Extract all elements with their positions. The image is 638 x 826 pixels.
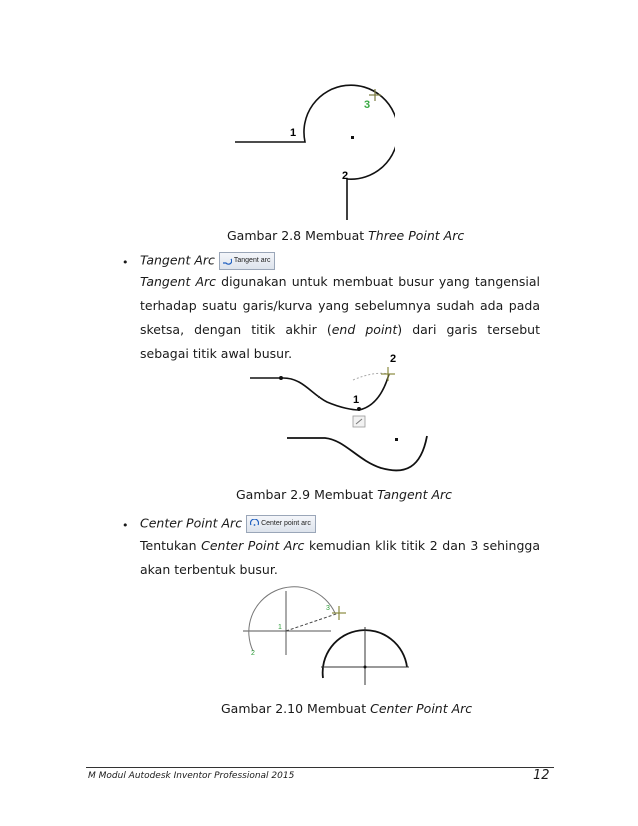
figure-tangent-arc	[245, 350, 435, 485]
paragraph-center-point-arc	[140, 534, 540, 582]
paragraph-italic-end-point: end point	[331, 322, 398, 337]
center-point-arc-button-label: Center point arc	[261, 520, 311, 527]
cursor-crosshair-icon	[332, 606, 346, 620]
page-number: 12	[533, 768, 550, 783]
center-point-arc-icon	[250, 519, 259, 528]
arc-center-dot	[351, 136, 354, 139]
section-title-center-point-arc	[140, 515, 316, 533]
three-point-arc-drawing	[235, 85, 395, 220]
tangent-arc-button[interactable]	[219, 252, 276, 270]
paragraph-italic-term: Center Point Arc	[201, 538, 305, 553]
cursor-crosshair-icon	[369, 89, 381, 101]
caption-prefix: Gambar 2.9 Membuat	[236, 487, 378, 502]
start-point-dot	[279, 376, 283, 380]
tangent-arc-upper-curve	[250, 374, 389, 410]
caption-italic: Tangent Arc	[377, 487, 453, 502]
paragraph-text-2: kemudian klik titik 2 dan 3 sehingga akan terbentuk busur.	[140, 538, 540, 577]
cursor-crosshair-icon	[381, 367, 395, 381]
caption-italic: Three Point Arc	[368, 228, 465, 243]
section-title-text: Center Point Arc	[140, 515, 243, 531]
end-point-dot	[357, 407, 361, 411]
label-point-3: 3	[326, 605, 330, 612]
label-point-1: 1	[278, 624, 282, 631]
radius-dashed-line	[286, 613, 339, 631]
label-point-2: 2	[342, 170, 349, 182]
figure-caption-2-8	[227, 228, 464, 243]
center-point-arc-button[interactable]	[246, 515, 316, 533]
paragraph-text-1: digunakan untuk membuat busur yang tangensial terhadap suatu garis/kurva yang sebelumnya sudah ada pada sketsa, dengan titik akhir (	[140, 274, 540, 337]
tangent-arc-result-curve	[287, 436, 427, 470]
small-dot-1	[318, 396, 320, 398]
tangent-arc-icon	[223, 256, 232, 265]
label-point-2: 2	[390, 353, 397, 365]
figure-caption-2-9	[236, 487, 452, 502]
figure-caption-2-10	[221, 701, 472, 716]
label-point-3: 3	[364, 99, 371, 111]
result-center-dot	[395, 438, 398, 441]
bullet-tangent-arc: •	[122, 256, 129, 269]
figure-center-point-arc	[235, 583, 415, 688]
paragraph-italic-term: Tangent Arc	[140, 274, 217, 289]
label-point-1: 1	[290, 127, 297, 139]
section-title-text: Tangent Arc	[140, 252, 215, 268]
figure-three-point-arc	[225, 80, 395, 225]
section-title-tangent-arc	[140, 252, 275, 270]
construction-arc	[249, 587, 335, 651]
bullet-center-point-arc: •	[122, 519, 129, 532]
center-point-dot	[364, 666, 367, 669]
tangent-arc-button-label: Tangent arc	[233, 257, 271, 264]
footer-rule	[86, 767, 554, 768]
label-point-1: 1	[353, 394, 360, 406]
paragraph-text-2: ) dari garis tersebut sebagai titik awal busur.	[140, 322, 540, 361]
caption-prefix: Gambar 2.8 Membuat	[227, 228, 369, 243]
footer-title: M Modul Autodesk Inventor Professional 2015	[88, 771, 295, 781]
caption-prefix: Gambar 2.10 Membuat	[221, 701, 371, 716]
label-point-2: 2	[251, 650, 255, 657]
paragraph-text-1: Tentukan	[140, 538, 202, 553]
caption-italic: Center Point Arc	[370, 701, 473, 716]
